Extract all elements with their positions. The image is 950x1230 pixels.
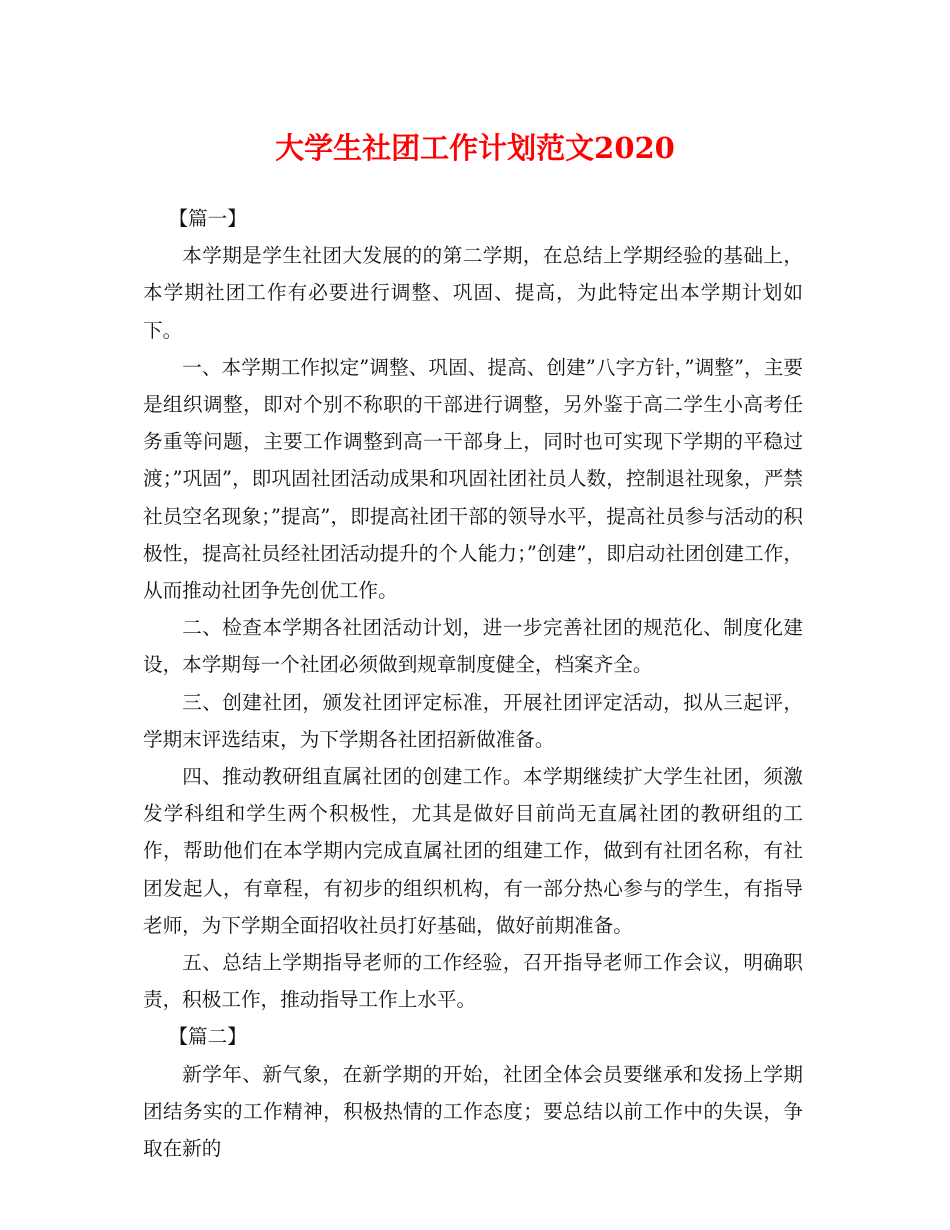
paragraph-item-5: 五、总结上学期指导老师的工作经验，召开指导老师工作会议，明确职责，积极工作，推动指导工作上水平。 xyxy=(143,951,803,1012)
paragraph-item-2: 二、检查本学期各社团活动计划，进一步完善社团的规范化、制度化建设，本学期每一个社团必须做到规章制度健全，档案齐全。 xyxy=(143,616,803,677)
document-body xyxy=(143,200,803,1167)
section-heading-2: 【篇二】 xyxy=(168,1025,247,1049)
document-title: 大学生社团工作计划范文2020 xyxy=(275,131,675,165)
paragraph-item-3: 三、创建社团，颁发社团评定标准，开展社团评定活动，拟从三起评，学期末评选结束，为下学期各社团招新做准备。 xyxy=(143,690,803,751)
paragraph-item-4: 四、推动教研组直属社团的创建工作。本学期继续扩大学生社团，须激发学科组和学生两个积极性，尤其是做好目前尚无直属社团的教研组的工作，帮助他们在本学期内完成直属社团的组建工作，做到有社团名称，有社团发起人，有章程，有初步的组织机构，有一部分热心参与的学生，有指导老师，为下学期全面招收社员打好基础，做好前期准备。 xyxy=(143,765,803,937)
paragraph-intro: 本学期是学生社团大发展的的第二学期，在总结上学期经验的基础上，本学期社团工作有必要进行调整、巩固、提高，为此特定出本学期计划如下。 xyxy=(143,244,803,342)
paragraph-section-2-intro: 新学年、新气象，在新学期的开始，社团全体会员要继承和发扬上学期团结务实的工作精神，积极热情的工作态度；要总结以前工作中的失误，争取在新的 xyxy=(143,1062,803,1161)
paragraph-item-1: 一、本学期工作拟定”调整、巩固、提高、创建”八字方针，”调整”，主要是组织调整，即对个别不称职的干部进行调整，另外鉴于高二学生小高考任务重等问题，主要工作调整到高一干部身上，同时也可实现下学期的平稳过渡；”巩固”，即巩固社团活动成果和巩固社团社员人数，控制退社现象，严禁社员空名现象；”提高”，即提高社团干部的领导水平，提高社员参与活动的积极性，提高社员经社团活动提升的个人能力；”创建”，即启动社团创建工作，从而推动社团争先创优工作。 xyxy=(143,355,803,603)
section-heading-1: 【篇一】 xyxy=(168,207,247,230)
